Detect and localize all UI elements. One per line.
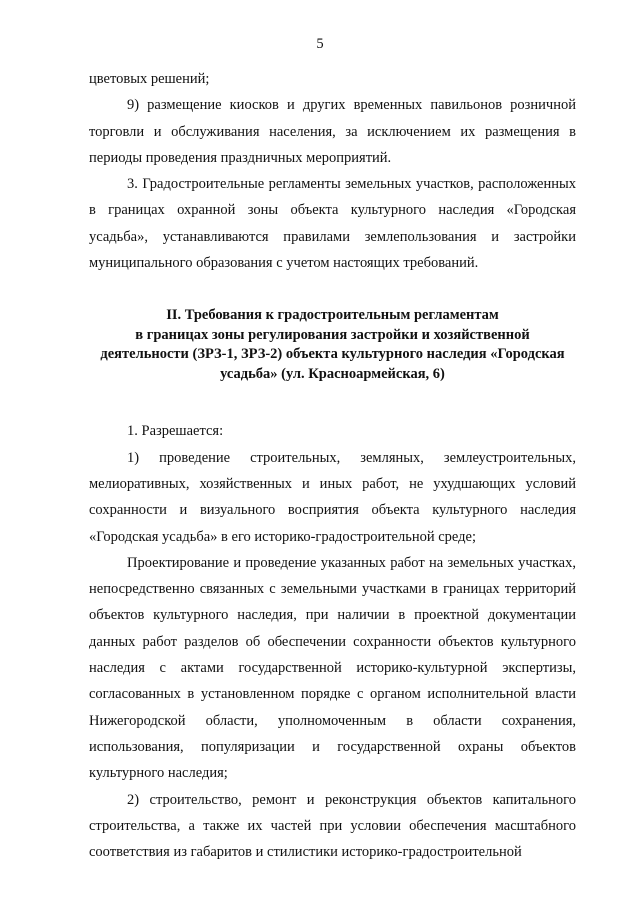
paragraph-continuation: цветовых решений; [89,71,210,87]
document-body [89,66,576,865]
paragraph-item-1: 1) проведение строительных, земляных, землеустроительных, мелиоративных, хозяйственных и иных работ, не ухудшающих условий сохранности и визуального восприятия объекта культурного наследия «Городская усадьба» в его историко-градостроительной среде; [89,449,576,545]
section-heading-line-4: усадьба» (ул. Красноармейская, 6) [220,365,445,382]
section-heading-line-3: деятельности (ЗРЗ-1, ЗРЗ-2) объекта культурного наследия «Городская [100,346,565,363]
paragraph-allowed: 1. Разрешается: [127,423,224,440]
paragraph-item-9: 9) размещение киосков и других временных павильонов розничной торговли и обслуживания населения, за исключением их размещения в периоды проведения праздничных мероприятий. [89,97,576,166]
section-heading-line-1: II. Требования к градостроительным регламентам [166,307,499,324]
paragraph-item-2: 2) строительство, ремонт и реконструкция объектов капитального строительства, а также их частей при условии обеспечения масштабного соответствия из габаритов и стилистики историко-градостроительной [89,791,576,861]
section-heading [89,306,576,384]
paragraph-item-3: 3. Градостроительные регламенты земельных участков, расположенных в границах охранной зоны объекта культурного наследия «Городская усадьба», устанавливаются правилами землепользования и застройки муниципального образования с учетом настоящих требований. [89,176,576,272]
page-number: 5 [316,36,324,52]
paragraph-design: Проектирование и проведение указанных работ на земельных участках, непосредственно связанных с земельными участками в границах территорий объектов культурного наследия, при наличии в проектной документации данных работ разделов об обеспечении сохранности объектов культурного наследия с актами государственной историко-культурной экспертизы, согласованных в установленном порядке с органом исполнительной власти Нижегородской области, уполномоченным в области сохранения, использования, популяризации и государственной охраны объектов культурного наследия; [89,554,576,782]
section-heading-line-2: в границах зоны регулирования застройки и хозяйственной [135,326,530,343]
